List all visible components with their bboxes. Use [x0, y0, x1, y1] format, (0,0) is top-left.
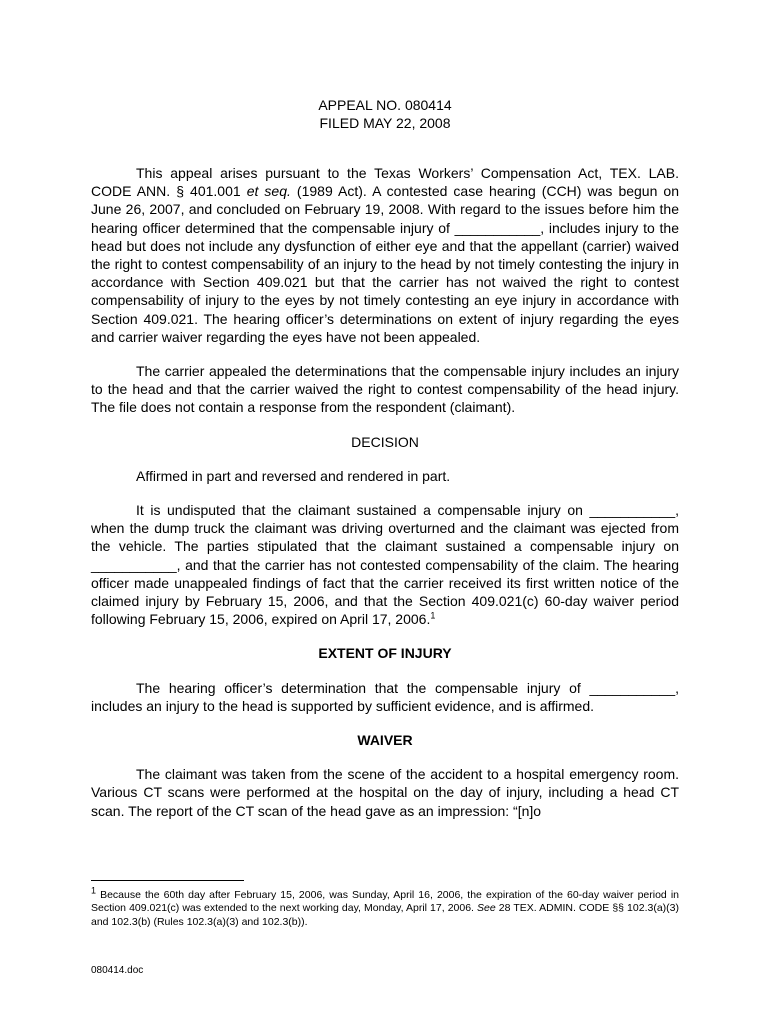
- facts-paragraph: [91, 501, 679, 628]
- filed-date: FILED MAY 22, 2008: [319, 115, 451, 131]
- extent-heading: EXTENT OF INJURY: [318, 645, 452, 662]
- footnote-text-a: Because the 60th day after February 15, 2006, was Sunday, April 16, 2006, the expiration of the 60-day waiver period in Section 409.021(c) was extended to the next working day, Monday, April 17, 2006.: [91, 889, 679, 915]
- waiver-paragraph: The claimant was taken from the scene of the accident to a hospital emergency room. Various CT scans were performed at the hospital on the day of injury, including a head CT scan. The report of the CT scan of the head gave as an impression: “[n]o: [91, 766, 679, 819]
- footnote: [91, 885, 679, 929]
- extent-paragraph: The hearing officer’s determination that the compensable injury of ___________, includes an injury to the head is supported by sufficient evidence, and is affirmed.: [91, 679, 679, 714]
- decision-heading: DECISION: [351, 433, 419, 450]
- footnote-ref[interactable]: 1: [430, 610, 436, 621]
- footer-filename: 080414.doc: [91, 965, 144, 976]
- footnote-text-b: 28 TEX. ADMIN. CODE §§ 102.3(a)(3) and 102.3(b) (Rules 102.3(a)(3) and 102.3(b)).: [91, 902, 679, 928]
- document-body: [91, 164, 679, 836]
- facts-text: It is undisputed that the claimant sustained a compensable injury on ___________, when the dump truck the claimant was driving overturned and the claimant was ejected from the vehicle. The parties stipulated that the claimant sustained a compensable injury on ___________, and that the carrier has not contested compensability of the claim. The hearing officer made unappealed findings of fact that the carrier received its first written notice of the claimed injury by February 15, 2006, and that the Section 409.021(c) 60-day waiver period following February 15, 2006, expired on April 17, 2006.: [91, 502, 679, 628]
- intro-text-italic: et seq.: [246, 183, 291, 200]
- appeal-number: APPEAL NO. 080414: [318, 97, 452, 113]
- intro-text-a: This appeal arises pursuant to the Texas Workers’ Compensation Act, TEX. LAB. CODE ANN. § 401.001: [91, 165, 679, 200]
- document-header: [0, 96, 770, 132]
- waiver-heading: WAIVER: [357, 732, 413, 749]
- footnote-divider: [91, 880, 244, 881]
- intro-text-b: (1989 Act). A contested case hearing (CCH) was begun on June 26, 2007, and concluded on February 19, 2008. With regard to the issues before him the hearing officer determined that the compensable injury of ___________, includes injury to the head but does not include any dysfunction of either eye and that the appellant (carrier) waived the right to contest compensability of an injury to the head by not timely contesting the injury in accordance with Section 409.021 but that the carrier has not waived the right to contest compensability of injury to the eyes by not timely contesting an eye injury in accordance with Section 409.021. The hearing officer’s determinations on extent of injury regarding the eyes and carrier waiver regarding the eyes have not been appealed.: [91, 183, 679, 345]
- intro-paragraph: [91, 164, 679, 346]
- footnote-text-italic: See: [477, 902, 496, 915]
- decision-paragraph: Affirmed in part and reversed and rendered in part.: [136, 467, 451, 484]
- footnote-number: 1: [91, 885, 97, 896]
- appeal-paragraph: The carrier appealed the determinations that the compensable injury includes an injury to the head and that the carrier waived the right to contest compensability of the head injury. The file does not contain a response from the respondent (claimant).: [91, 363, 679, 416]
